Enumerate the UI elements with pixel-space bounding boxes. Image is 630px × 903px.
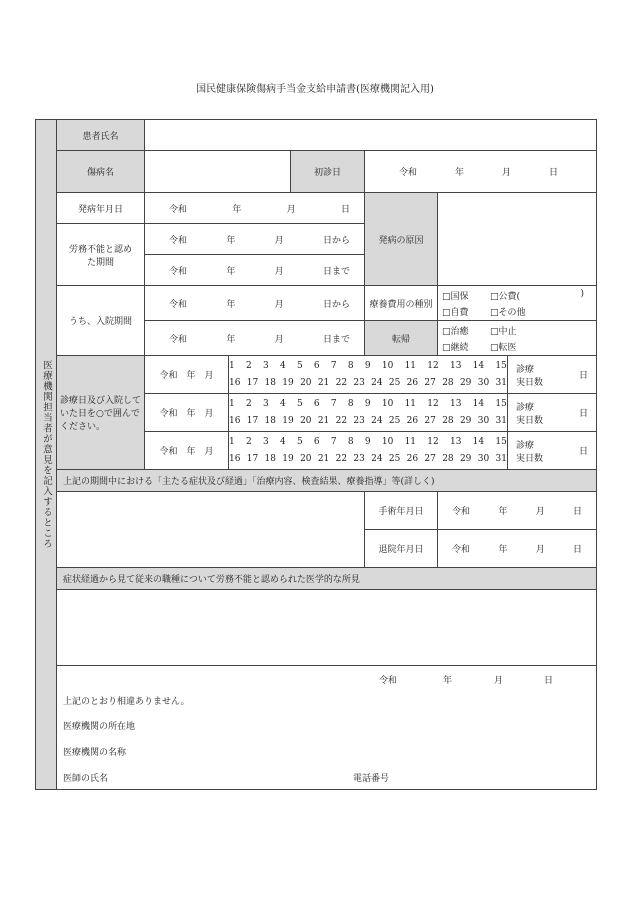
day-number[interactable]: 30 xyxy=(477,415,490,426)
day-number[interactable]: 1 xyxy=(229,360,235,371)
day-number[interactable]: 17 xyxy=(246,377,259,388)
day-number[interactable]: 20 xyxy=(300,377,312,388)
visit-days-label: 診療日及び入院していた日を○で囲んでください。 xyxy=(57,356,145,470)
day-number[interactable]: 31 xyxy=(495,377,507,388)
day-number[interactable]: 4 xyxy=(279,436,286,447)
day-number[interactable]: 27 xyxy=(424,453,436,464)
discharge-date-label: 退院年月日 xyxy=(365,530,438,568)
day-number[interactable]: 26 xyxy=(406,453,419,464)
onset-date-label: 発病年月日 xyxy=(57,193,145,224)
actual-days-1[interactable]: 診療 実日数 日 xyxy=(508,356,597,394)
day-number[interactable]: 3 xyxy=(262,398,269,409)
day-number[interactable]: 18 xyxy=(264,377,276,388)
day-number[interactable]: 9 xyxy=(364,360,371,371)
day-number[interactable]: 26 xyxy=(406,377,419,388)
onset-date[interactable]: 令和 年 月 日 xyxy=(145,193,365,224)
outcome-options[interactable]: □治癒 □中止 □継続 □転医 xyxy=(438,321,597,356)
onset-cause-field[interactable] xyxy=(438,193,597,286)
day-number[interactable]: 13 xyxy=(449,436,462,447)
phone-label: 電話番号 xyxy=(353,773,390,784)
medical-opinion-field[interactable] xyxy=(57,590,597,666)
day-number[interactable]: 2 xyxy=(245,436,252,447)
day-number[interactable]: 2 xyxy=(245,398,252,409)
day-number[interactable]: 18 xyxy=(264,415,276,426)
day-number[interactable]: 16 xyxy=(229,377,241,388)
day-number[interactable]: 7 xyxy=(330,360,337,371)
day-number[interactable]: 21 xyxy=(317,415,330,426)
hospital-until[interactable]: 令和 年 月 日まで xyxy=(145,321,365,356)
day-number[interactable]: 30 xyxy=(477,453,490,464)
visit-month-3[interactable]: 令和 年 月 xyxy=(145,432,229,470)
day-number[interactable]: 28 xyxy=(442,453,454,464)
day-number[interactable]: 2 xyxy=(245,360,252,371)
day-number[interactable]: 11 xyxy=(404,360,417,371)
day-number[interactable]: 6 xyxy=(313,436,320,447)
day-number[interactable]: 25 xyxy=(388,415,401,426)
day-number[interactable]: 15 xyxy=(495,360,507,371)
day-number[interactable]: 13 xyxy=(449,360,462,371)
day-number[interactable]: 24 xyxy=(371,377,383,388)
day-number[interactable]: 11 xyxy=(404,398,417,409)
day-number[interactable]: 15 xyxy=(495,398,507,409)
day-number[interactable]: 1 xyxy=(229,398,235,409)
symptoms-field[interactable] xyxy=(57,492,365,568)
day-number[interactable]: 20 xyxy=(300,415,312,426)
day-number[interactable]: 1 xyxy=(229,436,235,447)
day-number[interactable]: 10 xyxy=(381,398,394,409)
day-number[interactable]: 28 xyxy=(442,377,454,388)
day-number[interactable]: 7 xyxy=(330,398,337,409)
day-number[interactable]: 27 xyxy=(424,415,436,426)
day-number[interactable]: 6 xyxy=(313,398,320,409)
first-visit-label: 初診日 xyxy=(291,151,365,193)
day-number[interactable]: 3 xyxy=(262,436,269,447)
day-number[interactable]: 14 xyxy=(472,360,485,371)
incapacity-label: 労務不能と認めた期間 xyxy=(57,224,145,286)
day-number[interactable]: 31 xyxy=(495,453,507,464)
day-number[interactable]: 8 xyxy=(347,360,354,371)
day-number[interactable]: 10 xyxy=(381,436,394,447)
day-number[interactable]: 25 xyxy=(388,377,401,388)
day-number[interactable]: 31 xyxy=(495,415,507,426)
day-number[interactable]: 23 xyxy=(353,453,365,464)
day-number[interactable]: 19 xyxy=(282,453,294,464)
actual-days-2[interactable]: 診療 実日数 日 xyxy=(508,394,597,432)
surgery-date-label: 手術年月日 xyxy=(365,492,438,530)
day-number[interactable]: 5 xyxy=(296,398,303,409)
certify-day: 日 xyxy=(544,675,554,686)
day-number[interactable]: 5 xyxy=(296,436,303,447)
day-number[interactable]: 12 xyxy=(427,398,439,409)
incapacity-until[interactable]: 令和 年 月 日まで xyxy=(145,255,365,286)
visit-days-grid-2[interactable] xyxy=(229,394,508,432)
day-number[interactable]: 14 xyxy=(472,436,485,447)
visit-days-grid-1[interactable] xyxy=(229,356,508,394)
onset-cause-label: 発病の原因 xyxy=(365,193,438,286)
day-number[interactable]: 12 xyxy=(427,436,439,447)
day-number[interactable]: 6 xyxy=(313,360,320,371)
day-number[interactable]: 7 xyxy=(330,436,337,447)
day-number[interactable]: 22 xyxy=(335,453,348,464)
day-number[interactable]: 16 xyxy=(229,415,241,426)
first-visit-date[interactable]: 令和 年 月 日 xyxy=(365,151,597,193)
cost-type-options[interactable]: □国保 □公費( ) □自費 □その他 xyxy=(438,286,597,321)
visit-month-2[interactable]: 令和 年 月 xyxy=(145,394,229,432)
day-number[interactable]: 11 xyxy=(404,436,417,447)
day-number[interactable]: 29 xyxy=(459,453,472,464)
visit-days-grid-3[interactable] xyxy=(229,432,508,470)
certify-text: 上記のとおり相違ありません。 xyxy=(63,696,190,707)
day-number[interactable]: 15 xyxy=(495,436,507,447)
form-title: 国民健康保険傷病手当金支給申請書(医療機関記入用) xyxy=(196,84,434,95)
day-number[interactable]: 17 xyxy=(246,453,259,464)
day-number[interactable]: 5 xyxy=(296,360,303,371)
certify-era: 令和 xyxy=(379,675,398,686)
day-number[interactable]: 27 xyxy=(424,377,436,388)
day-number[interactable]: 26 xyxy=(406,415,419,426)
day-number[interactable]: 10 xyxy=(381,360,394,371)
day-number[interactable]: 16 xyxy=(229,453,241,464)
day-number[interactable]: 24 xyxy=(371,453,383,464)
day-number[interactable]: 22 xyxy=(335,377,348,388)
certification-section xyxy=(57,666,597,790)
doctor-name-label: 医師の氏名 xyxy=(63,773,109,784)
day-number[interactable]: 14 xyxy=(472,398,485,409)
day-number[interactable]: 29 xyxy=(459,377,472,388)
day-number[interactable]: 12 xyxy=(427,360,439,371)
day-number[interactable]: 13 xyxy=(449,398,462,409)
day-number[interactable]: 23 xyxy=(353,415,365,426)
symptoms-label: 上記の期間中における「主たる症状及び経過」「治療内容、検査結果、療養指導」等(詳しく) xyxy=(57,470,597,492)
day-number[interactable]: 19 xyxy=(282,377,294,388)
cost-type-label: 療養費用の種別 xyxy=(365,286,438,321)
day-number[interactable]: 17 xyxy=(246,415,259,426)
disease-label: 傷病名 xyxy=(57,151,145,193)
clinic-name-label: 医療機関の名称 xyxy=(63,747,127,758)
discharge-date[interactable]: 令和 年 月 日 xyxy=(438,530,597,568)
application-form xyxy=(35,119,597,790)
day-number[interactable]: 30 xyxy=(477,377,490,388)
day-number[interactable]: 29 xyxy=(459,415,472,426)
day-number[interactable]: 9 xyxy=(364,398,371,409)
patient-name-label: 患者氏名 xyxy=(57,120,145,151)
day-number[interactable]: 21 xyxy=(317,453,330,464)
disease-field[interactable] xyxy=(145,151,291,193)
certify-month: 月 xyxy=(494,675,504,686)
day-number[interactable]: 18 xyxy=(264,453,276,464)
day-number[interactable]: 8 xyxy=(347,398,354,409)
day-number[interactable]: 8 xyxy=(347,436,354,447)
incapacity-from[interactable]: 令和 年 月 日から xyxy=(145,224,365,255)
hospital-from[interactable]: 令和 年 月 日から xyxy=(145,286,365,321)
medical-opinion-label: 症状経過から見て従来の職種について労務不能と認められた医学的な所見 xyxy=(57,568,597,590)
day-number[interactable]: 25 xyxy=(388,453,401,464)
surgery-date[interactable]: 令和 年 月 日 xyxy=(438,492,597,530)
day-number[interactable]: 4 xyxy=(279,398,286,409)
day-number[interactable]: 20 xyxy=(300,453,312,464)
hospital-stay-label: うち、入院期間 xyxy=(57,286,145,356)
day-number[interactable]: 23 xyxy=(353,377,365,388)
clinic-address-label: 医療機関の所在地 xyxy=(63,721,136,732)
visit-month-1[interactable]: 令和 年 月 xyxy=(145,356,229,394)
certify-year: 年 xyxy=(443,675,453,686)
patient-name-field[interactable] xyxy=(145,120,597,151)
day-number[interactable]: 24 xyxy=(371,415,383,426)
side-label: 医療機関担当者が意見を記入するところ xyxy=(36,120,57,790)
day-number[interactable]: 4 xyxy=(279,360,286,371)
actual-days-3[interactable]: 診療 実日数 日 xyxy=(508,432,597,470)
day-number[interactable]: 19 xyxy=(282,415,294,426)
outcome-label: 転帰 xyxy=(365,321,438,356)
day-number[interactable]: 21 xyxy=(317,377,330,388)
day-number[interactable]: 22 xyxy=(335,415,348,426)
day-number[interactable]: 3 xyxy=(262,360,269,371)
day-number[interactable]: 9 xyxy=(364,436,371,447)
day-number[interactable]: 28 xyxy=(442,415,454,426)
